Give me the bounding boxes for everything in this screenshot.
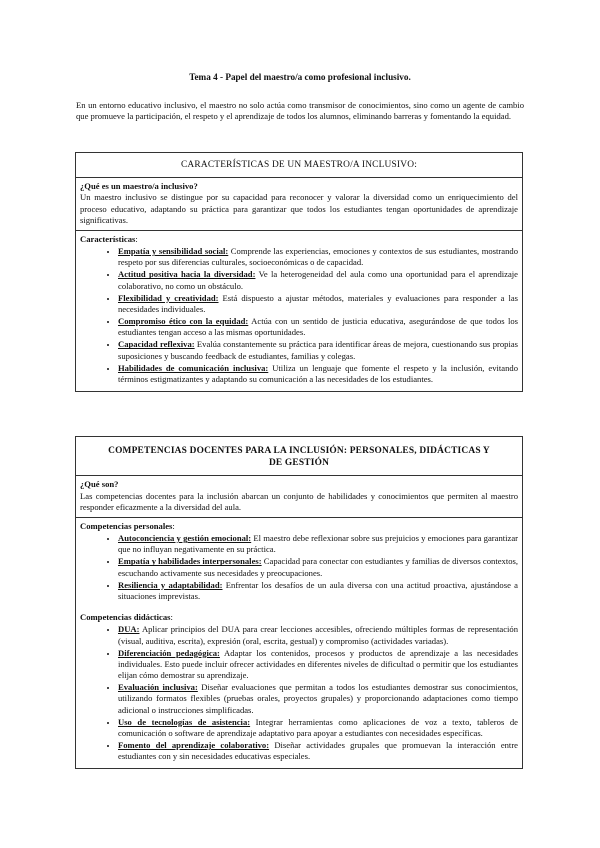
list-item: • Evaluación inclusiva: Diseñar evaluaciones que permitan a todos los estudiantes demostrar sus conocimientos, utilizando formatos flexibles (pruebas orales, proyectos grupales) y proporcionando adaptaciones como tiempo adicional o instrucciones simplificadas. [118, 682, 518, 716]
document-title: Tema 4 - Papel del maestro/a como profesional inclusivo. [189, 72, 411, 82]
list-item: • Actitud positiva hacia la diversidad: Ve la heterogeneidad del aula como una oportunidad para el aprendizaje colaborativo, no como un obstáculo. [118, 269, 518, 291]
personal-competencies-label: Competencias personales: [80, 520, 175, 531]
characteristics-definition [76, 178, 522, 230]
list-item: • Diferenciación pedagógica: Adaptar los contenidos, procesos y productos de aprendizaje a las necesidades individuales. Esto puede incluir ofrecer actividades en diferentes niveles de dificultad o permitir que los estudiantes elijan cómo demostrar su aprendizaje. [118, 648, 518, 682]
list-item: • Habilidades de comunicación inclusiva: Utiliza un lenguaje que fomente el respeto y la inclusión, evitando términos estigmatizantes y adaptando su comunicación a las necesidades de los estudiantes. [118, 363, 518, 385]
list-item: • Compromiso ético con la equidad: Actúa con un sentido de justicia educativa, asegurándose de que todos los estudiantes tengan acceso a las mismas oportunidades. [118, 316, 518, 338]
characteristics-list-section [76, 230, 522, 391]
list-item: • Fomento del aprendizaje colaborativo: Diseñar actividades grupales que promuevan la interacción entre estudiantes con y sin necesidades educativas especiales. [118, 740, 518, 762]
list-item: • Capacidad reflexiva: Evalúa constantemente su práctica para identificar áreas de mejora, cuestionando sus propias suposiciones y buscando feedback de estudiantes, familias y colegas. [118, 339, 518, 361]
list-item: • Empatía y habilidades interpersonales: Capacidad para conectar con estudiantes y familias de diversos contextos, escuchando activamente sus necesidades y preocupaciones. [118, 556, 518, 578]
competencies-heading: COMPETENCIAS DOCENTES PARA LA INCLUSIÓN: PERSONALES, DIDÁCTICAS Y DE GESTIÓN [76, 437, 522, 476]
competencies-answer: Las competencias docentes para la inclusión abarcan un conjunto de habilidades y conocimientos que permiten al maestro responder eficazmente a la diversidad del aula. [80, 490, 518, 512]
list-item: • Resiliencia y adaptabilidad: Enfrentar los desafíos de un aula diversa con una actitud proactiva, ajustándose a situaciones imprevistas. [118, 580, 518, 602]
list-item: • Flexibilidad y creatividad: Está dispuesto a ajustar métodos, materiales y evaluaciones para responder a las necesidades individuales. [118, 293, 518, 315]
characteristics-answer: Un maestro inclusivo se distingue por su capacidad para reconocer y valorar la diversidad como un enriquecimiento del proceso educativo, adaptando su práctica para garantizar que todos los estudiantes tengan oportunidades de aprendizaje significativas. [80, 192, 518, 225]
characteristics-list [80, 246, 518, 385]
characteristics-label: Características: [80, 233, 138, 244]
intro-paragraph: En un entorno educativo inclusivo, el maestro no solo actúa como transmisor de conocimientos, sino como un agente de cambio que promueve la participación, el respeto y el aprendizaje de todos los alumnos, eliminando barreras y fomentando la equidad. [76, 100, 524, 122]
competencies-box [75, 436, 523, 769]
list-item: • Empatía y sensibilidad social: Comprende las experiencias, emociones y contextos de sus estudiantes, mostrando respeto por sus diferencias culturales, socioeconómicas o de capacidad. [118, 246, 518, 268]
personal-competencies-list [80, 533, 518, 602]
competencies-question: ¿Qué son? [80, 479, 119, 490]
list-item: • DUA: Aplicar principios del DUA para crear lecciones accesibles, ofreciendo múltiples formas de representación (visual, auditiva, escrita), expresión (oral, escrita, gestual) y compromiso (actividades variadas). [118, 624, 518, 646]
competencies-definition [76, 476, 522, 517]
characteristics-question: ¿Qué es un maestro/a inclusivo? [80, 181, 198, 192]
competencies-list-section [76, 517, 522, 768]
list-item: • Uso de tecnologías de asistencia: Integrar herramientas como aplicaciones de voz a texto, tableros de comunicación o software de aprendizaje adaptativo para apoyar a estudiantes con necesidades específicas. [118, 717, 518, 739]
didactic-competencies-label: Competencias didácticas: [80, 612, 173, 623]
didactic-competencies-list [80, 624, 518, 762]
characteristics-box [75, 152, 523, 392]
list-item: • Autoconciencia y gestión emocional: El maestro debe reflexionar sobre sus prejuicios y emociones para garantizar que no influyan negativamente en su práctica. [118, 533, 518, 555]
characteristics-heading: CARACTERÍSTICAS DE UN MAESTRO/A INCLUSIVO: [76, 153, 522, 178]
